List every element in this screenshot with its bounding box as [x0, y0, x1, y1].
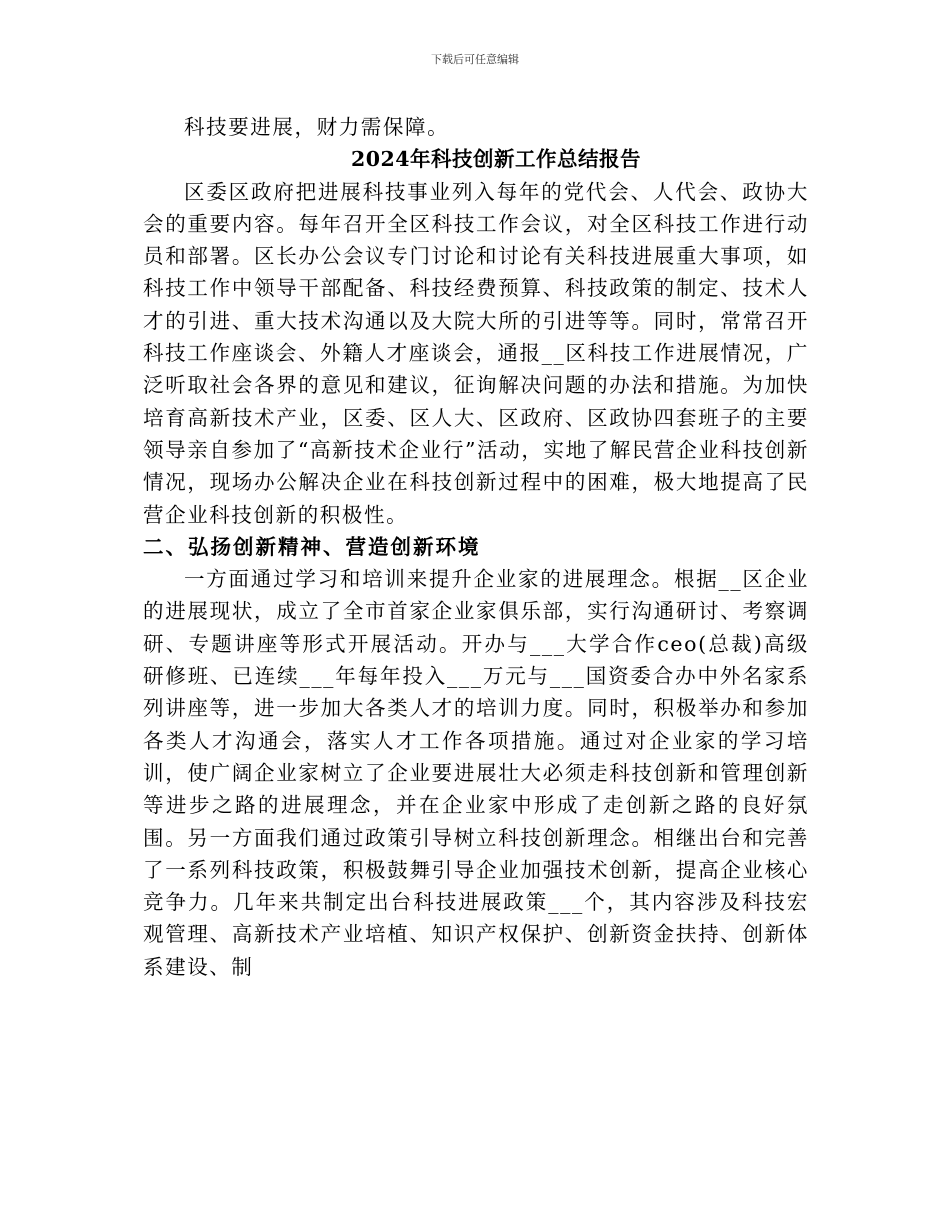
- intro-line: 科技要进展，财力需保障。: [184, 115, 450, 139]
- section-heading: 二、弘扬创新精神、营造创新环境: [143, 534, 481, 559]
- paragraph-1: 区委区政府把进展科技事业列入每年的党代会、人代会、政协大会的重要内容。每年召开全区科技工作会议，对全区科技工作进行动员和部署。区长办公会议专门讨论和讨论有关科技进展重大事项，如科技工作中领导干部配备、科技经费预算、科技政策的制定、技术人才的引进、重大技术沟通以及大院大所的引进等等。同时，常常召开科技工作座谈会、外籍人才座谈会，通报__区科技工作进展情况，广泛听取社会各界的意见和建议，征询解决问题的办法和措施。为加快培育高新技术产业，区委、区人大、区政府、区政协四套班子的主要领导亲自参加了“高新技术企业行”活动，实地了解民营企业科技创新情况，现场办公解决企业在科技创新过程中的困难，极大地提高了民营企业科技创新的积极性。: [143, 179, 809, 527]
- page-header: 下载后可任意编辑: [431, 53, 519, 66]
- document-title: 2024年科技创新工作总结报告: [350, 147, 642, 172]
- document-body: [143, 111, 809, 983]
- paragraph-2: 一方面通过学习和培训来提升企业家的进展理念。根据__区企业的进展现状，成立了全市首家企业家俱乐部，实行沟通研讨、考察调研、专题讲座等形式开展活动。开办与___大学合作ceo(总裁)高级研修班、已连续___年每年投入___万元与___国资委合办中外名家系列讲座等，进一步加大各类人才的培训力度。同时，积极举办和参加各类人才沟通会，落实人才工作各项措施。通过对企业家的学习培训，使广阔企业家树立了企业要进展壮大必须走科技创新和管理创新等进步之路的进展理念，并在企业家中形成了走创新之路的良好氛围。另一方面我们通过政策引导树立科技创新理念。相继出台和完善了一系列科技政策，积极鼓舞引导企业加强技术创新，提高企业核心竞争力。几年来共制定出台科技进展政策___个，其内容涉及科技宏观管理、高新技术产业培植、知识产权保护、创新资金扶持、创新体系建设、制: [143, 567, 809, 979]
